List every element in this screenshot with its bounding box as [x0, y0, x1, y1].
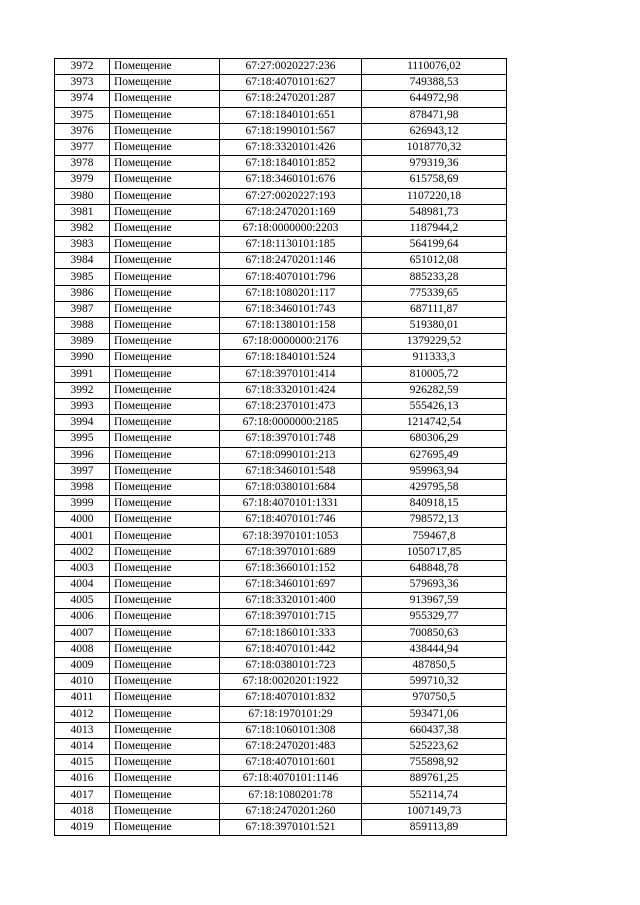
table-row: [55, 172, 507, 188]
cadastral-number-cell: 67:18:1970101:29: [220, 706, 362, 722]
object-type-cell: Помещение: [110, 819, 220, 835]
object-type-cell: Помещение: [110, 220, 220, 236]
object-type-cell: Помещение: [110, 334, 220, 350]
object-type-cell: Помещение: [110, 625, 220, 641]
object-type-cell: Помещение: [110, 301, 220, 317]
cadastral-value-cell: 429795,58: [362, 479, 507, 495]
table-row: [55, 220, 507, 236]
object-type-cell: Помещение: [110, 544, 220, 560]
row-number-cell: 3972: [55, 59, 110, 75]
table-row: [55, 479, 507, 495]
cadastral-number-cell: 67:18:4070101:796: [220, 269, 362, 285]
row-number-cell: 3982: [55, 220, 110, 236]
row-number-cell: 4018: [55, 803, 110, 819]
object-type-cell: Помещение: [110, 188, 220, 204]
cadastral-value-cell: 885233,28: [362, 269, 507, 285]
table-row: [55, 204, 507, 220]
row-number-cell: 4005: [55, 593, 110, 609]
cadastral-value-cell: 798572,13: [362, 512, 507, 528]
table-row: [55, 819, 507, 835]
cadastral-value-cell: 648848,78: [362, 560, 507, 576]
table-row: [55, 593, 507, 609]
table-row: [55, 398, 507, 414]
cadastral-number-cell: 67:18:1840101:852: [220, 156, 362, 172]
row-number-cell: 3973: [55, 75, 110, 91]
cadastral-number-cell: 67:18:4070101:832: [220, 690, 362, 706]
object-type-cell: Помещение: [110, 722, 220, 738]
row-number-cell: 3984: [55, 253, 110, 269]
cadastral-value-cell: 555426,13: [362, 398, 507, 414]
row-number-cell: 3994: [55, 415, 110, 431]
row-number-cell: 3979: [55, 172, 110, 188]
property-registry-table: [54, 58, 507, 836]
object-type-cell: Помещение: [110, 123, 220, 139]
object-type-cell: Помещение: [110, 479, 220, 495]
table-row: [55, 512, 507, 528]
cadastral-number-cell: 67:18:3970101:414: [220, 366, 362, 382]
table-row: [55, 366, 507, 382]
object-type-cell: Помещение: [110, 463, 220, 479]
cadastral-value-cell: 1007149,73: [362, 803, 507, 819]
object-type-cell: Помещение: [110, 156, 220, 172]
cadastral-number-cell: 67:18:3970101:521: [220, 819, 362, 835]
cadastral-value-cell: 913967,59: [362, 593, 507, 609]
cadastral-value-cell: 615758,69: [362, 172, 507, 188]
object-type-cell: Помещение: [110, 172, 220, 188]
cadastral-number-cell: 67:18:1080201:117: [220, 285, 362, 301]
table-row: [55, 431, 507, 447]
cadastral-value-cell: 810005,72: [362, 366, 507, 382]
cadastral-number-cell: 67:18:3970101:1053: [220, 528, 362, 544]
cadastral-value-cell: 749388,53: [362, 75, 507, 91]
cadastral-value-cell: 979319,36: [362, 156, 507, 172]
object-type-cell: Помещение: [110, 496, 220, 512]
cadastral-number-cell: 67:18:0990101:213: [220, 447, 362, 463]
table-row: [55, 139, 507, 155]
table-row: [55, 318, 507, 334]
cadastral-value-cell: 889761,25: [362, 771, 507, 787]
cadastral-number-cell: 67:27:0020227:193: [220, 188, 362, 204]
table-row: [55, 528, 507, 544]
cadastral-number-cell: 67:18:2470201:287: [220, 91, 362, 107]
table-row: [55, 59, 507, 75]
table-row: [55, 657, 507, 673]
table-row: [55, 285, 507, 301]
cadastral-value-cell: 579693,36: [362, 577, 507, 593]
table-row: [55, 123, 507, 139]
object-type-cell: Помещение: [110, 285, 220, 301]
table-row: [55, 641, 507, 657]
row-number-cell: 3993: [55, 398, 110, 414]
cadastral-number-cell: 67:18:3970101:689: [220, 544, 362, 560]
object-type-cell: Помещение: [110, 706, 220, 722]
cadastral-value-cell: 525223,62: [362, 738, 507, 754]
cadastral-number-cell: 67:18:0380101:684: [220, 479, 362, 495]
cadastral-number-cell: 67:18:1840101:651: [220, 107, 362, 123]
cadastral-value-cell: 911333,3: [362, 350, 507, 366]
table-row: [55, 156, 507, 172]
cadastral-number-cell: 67:18:0000000:2185: [220, 415, 362, 431]
cadastral-number-cell: 67:18:4070101:1331: [220, 496, 362, 512]
cadastral-value-cell: 680306,29: [362, 431, 507, 447]
table-row: [55, 107, 507, 123]
row-number-cell: 3986: [55, 285, 110, 301]
cadastral-value-cell: 840918,15: [362, 496, 507, 512]
row-number-cell: 3974: [55, 91, 110, 107]
row-number-cell: 4009: [55, 657, 110, 673]
row-number-cell: 4004: [55, 577, 110, 593]
cadastral-number-cell: 67:18:0380101:723: [220, 657, 362, 673]
cadastral-number-cell: 67:18:2470201:169: [220, 204, 362, 220]
object-type-cell: Помещение: [110, 755, 220, 771]
cadastral-value-cell: 599710,32: [362, 674, 507, 690]
object-type-cell: Помещение: [110, 787, 220, 803]
object-type-cell: Помещение: [110, 139, 220, 155]
row-number-cell: 3981: [55, 204, 110, 220]
table-row: [55, 253, 507, 269]
object-type-cell: Помещение: [110, 91, 220, 107]
cadastral-value-cell: 519380,01: [362, 318, 507, 334]
cadastral-number-cell: 67:18:2470201:146: [220, 253, 362, 269]
object-type-cell: Помещение: [110, 382, 220, 398]
row-number-cell: 4008: [55, 641, 110, 657]
table-row: [55, 560, 507, 576]
row-number-cell: 3997: [55, 463, 110, 479]
row-number-cell: 4007: [55, 625, 110, 641]
cadastral-value-cell: 959963,94: [362, 463, 507, 479]
cadastral-number-cell: 67:27:0020227:236: [220, 59, 362, 75]
row-number-cell: 3989: [55, 334, 110, 350]
cadastral-number-cell: 67:18:2470201:483: [220, 738, 362, 754]
row-number-cell: 4016: [55, 771, 110, 787]
cadastral-number-cell: 67:18:1080201:78: [220, 787, 362, 803]
row-number-cell: 3975: [55, 107, 110, 123]
cadastral-value-cell: 759467,8: [362, 528, 507, 544]
row-number-cell: 4003: [55, 560, 110, 576]
row-number-cell: 3998: [55, 479, 110, 495]
table-row: [55, 787, 507, 803]
object-type-cell: Помещение: [110, 253, 220, 269]
table-body: [55, 59, 507, 836]
cadastral-value-cell: 878471,98: [362, 107, 507, 123]
row-number-cell: 3999: [55, 496, 110, 512]
table-row: [55, 496, 507, 512]
cadastral-number-cell: 67:18:1840101:524: [220, 350, 362, 366]
object-type-cell: Помещение: [110, 75, 220, 91]
cadastral-number-cell: 67:18:4070101:442: [220, 641, 362, 657]
cadastral-value-cell: 859113,89: [362, 819, 507, 835]
table-row: [55, 463, 507, 479]
cadastral-value-cell: 1050717,85: [362, 544, 507, 560]
row-number-cell: 4006: [55, 609, 110, 625]
cadastral-number-cell: 67:18:3660101:152: [220, 560, 362, 576]
table-row: [55, 301, 507, 317]
cadastral-value-cell: 1214742,54: [362, 415, 507, 431]
table-row: [55, 350, 507, 366]
row-number-cell: 4011: [55, 690, 110, 706]
table-row: [55, 803, 507, 819]
table-row: [55, 771, 507, 787]
cadastral-number-cell: 67:18:3320101:400: [220, 593, 362, 609]
object-type-cell: Помещение: [110, 431, 220, 447]
table-row: [55, 706, 507, 722]
table-row: [55, 237, 507, 253]
cadastral-number-cell: 67:18:1860101:333: [220, 625, 362, 641]
object-type-cell: Помещение: [110, 738, 220, 754]
table-row: [55, 334, 507, 350]
row-number-cell: 4019: [55, 819, 110, 835]
row-number-cell: 4001: [55, 528, 110, 544]
row-number-cell: 3987: [55, 301, 110, 317]
object-type-cell: Помещение: [110, 318, 220, 334]
cadastral-value-cell: 700850,63: [362, 625, 507, 641]
object-type-cell: Помещение: [110, 512, 220, 528]
row-number-cell: 4000: [55, 512, 110, 528]
cadastral-number-cell: 67:18:1130101:185: [220, 237, 362, 253]
cadastral-value-cell: 1110076,02: [362, 59, 507, 75]
cadastral-value-cell: 1187944,2: [362, 220, 507, 236]
table-row: [55, 690, 507, 706]
cadastral-value-cell: 660437,38: [362, 722, 507, 738]
row-number-cell: 3977: [55, 139, 110, 155]
cadastral-value-cell: 548981,73: [362, 204, 507, 220]
table-row: [55, 674, 507, 690]
row-number-cell: 4010: [55, 674, 110, 690]
cadastral-number-cell: 67:18:1990101:567: [220, 123, 362, 139]
cadastral-value-cell: 926282,59: [362, 382, 507, 398]
row-number-cell: 4017: [55, 787, 110, 803]
cadastral-value-cell: 644972,98: [362, 91, 507, 107]
row-number-cell: 4002: [55, 544, 110, 560]
table-row: [55, 577, 507, 593]
cadastral-value-cell: 626943,12: [362, 123, 507, 139]
cadastral-number-cell: 67:18:4070101:601: [220, 755, 362, 771]
cadastral-value-cell: 564199,64: [362, 237, 507, 253]
cadastral-value-cell: 955329,77: [362, 609, 507, 625]
cadastral-number-cell: 67:18:4070101:627: [220, 75, 362, 91]
row-number-cell: 3992: [55, 382, 110, 398]
row-number-cell: 3985: [55, 269, 110, 285]
object-type-cell: Помещение: [110, 577, 220, 593]
object-type-cell: Помещение: [110, 350, 220, 366]
cadastral-number-cell: 67:18:3460101:548: [220, 463, 362, 479]
table-row: [55, 625, 507, 641]
cadastral-value-cell: 651012,08: [362, 253, 507, 269]
row-number-cell: 3996: [55, 447, 110, 463]
object-type-cell: Помещение: [110, 593, 220, 609]
table-row: [55, 415, 507, 431]
row-number-cell: 4013: [55, 722, 110, 738]
object-type-cell: Помещение: [110, 641, 220, 657]
object-type-cell: Помещение: [110, 237, 220, 253]
cadastral-number-cell: 67:18:2370101:473: [220, 398, 362, 414]
table-row: [55, 609, 507, 625]
cadastral-value-cell: 755898,92: [362, 755, 507, 771]
cadastral-value-cell: 970750,5: [362, 690, 507, 706]
cadastral-number-cell: 67:18:3460101:743: [220, 301, 362, 317]
object-type-cell: Помещение: [110, 59, 220, 75]
object-type-cell: Помещение: [110, 560, 220, 576]
object-type-cell: Помещение: [110, 398, 220, 414]
object-type-cell: Помещение: [110, 447, 220, 463]
row-number-cell: 3978: [55, 156, 110, 172]
row-number-cell: 3988: [55, 318, 110, 334]
table-row: [55, 75, 507, 91]
cadastral-number-cell: 67:18:2470201:260: [220, 803, 362, 819]
cadastral-value-cell: 627695,49: [362, 447, 507, 463]
cadastral-number-cell: 67:18:0000000:2203: [220, 220, 362, 236]
cadastral-number-cell: 67:18:4070101:746: [220, 512, 362, 528]
table-row: [55, 91, 507, 107]
cadastral-number-cell: 67:18:3970101:715: [220, 609, 362, 625]
cadastral-value-cell: 438444,94: [362, 641, 507, 657]
object-type-cell: Помещение: [110, 415, 220, 431]
row-number-cell: 3976: [55, 123, 110, 139]
table-row: [55, 269, 507, 285]
row-number-cell: 3980: [55, 188, 110, 204]
row-number-cell: 3991: [55, 366, 110, 382]
table-row: [55, 738, 507, 754]
cadastral-number-cell: 67:18:4070101:1146: [220, 771, 362, 787]
object-type-cell: Помещение: [110, 657, 220, 673]
object-type-cell: Помещение: [110, 803, 220, 819]
cadastral-number-cell: 67:18:3460101:676: [220, 172, 362, 188]
object-type-cell: Помещение: [110, 366, 220, 382]
cadastral-value-cell: 687111,87: [362, 301, 507, 317]
row-number-cell: 3995: [55, 431, 110, 447]
table-row: [55, 544, 507, 560]
object-type-cell: Помещение: [110, 269, 220, 285]
cadastral-value-cell: 1018770,32: [362, 139, 507, 155]
cadastral-number-cell: 67:18:1060101:308: [220, 722, 362, 738]
cadastral-value-cell: 1107220,18: [362, 188, 507, 204]
cadastral-number-cell: 67:18:3460101:697: [220, 577, 362, 593]
object-type-cell: Помещение: [110, 771, 220, 787]
row-number-cell: 3990: [55, 350, 110, 366]
cadastral-value-cell: 593471,06: [362, 706, 507, 722]
cadastral-value-cell: 552114,74: [362, 787, 507, 803]
cadastral-value-cell: 1379229,52: [362, 334, 507, 350]
cadastral-value-cell: 775339,65: [362, 285, 507, 301]
table-row: [55, 447, 507, 463]
cadastral-number-cell: 67:18:3970101:748: [220, 431, 362, 447]
table-row: [55, 382, 507, 398]
object-type-cell: Помещение: [110, 674, 220, 690]
row-number-cell: 4015: [55, 755, 110, 771]
object-type-cell: Помещение: [110, 107, 220, 123]
cadastral-number-cell: 67:18:0020201:1922: [220, 674, 362, 690]
cadastral-number-cell: 67:18:3320101:424: [220, 382, 362, 398]
row-number-cell: 4012: [55, 706, 110, 722]
row-number-cell: 4014: [55, 738, 110, 754]
row-number-cell: 3983: [55, 237, 110, 253]
cadastral-number-cell: 67:18:0000000:2176: [220, 334, 362, 350]
cadastral-number-cell: 67:18:1380101:158: [220, 318, 362, 334]
table-row: [55, 722, 507, 738]
cadastral-number-cell: 67:18:3320101:426: [220, 139, 362, 155]
table-row: [55, 188, 507, 204]
cadastral-value-cell: 487850,5: [362, 657, 507, 673]
table-row: [55, 755, 507, 771]
object-type-cell: Помещение: [110, 528, 220, 544]
object-type-cell: Помещение: [110, 609, 220, 625]
object-type-cell: Помещение: [110, 690, 220, 706]
object-type-cell: Помещение: [110, 204, 220, 220]
